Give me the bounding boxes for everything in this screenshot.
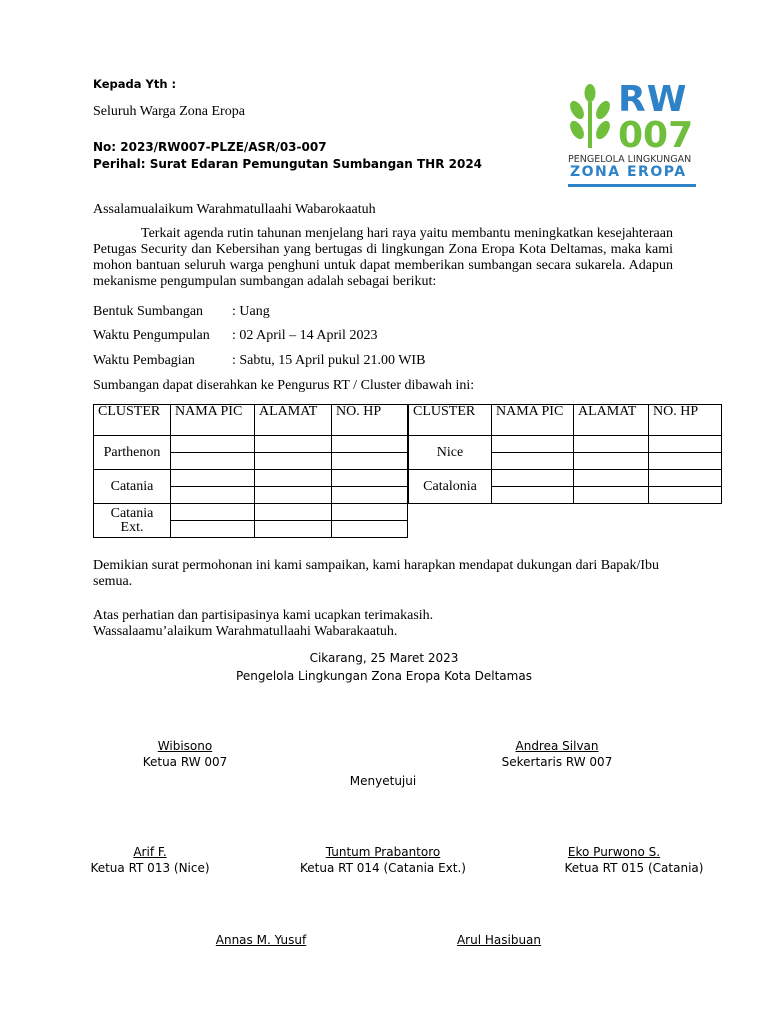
cluster-table-right [408, 404, 722, 504]
table-cell [171, 504, 255, 521]
table-header: ALAMAT [574, 405, 649, 436]
table-header-row [94, 405, 408, 436]
signer-role: Sekertaris RW 007 [501, 755, 613, 769]
table-header: NO. HP [332, 405, 408, 436]
table-cell [574, 436, 649, 453]
table-cell [492, 436, 574, 453]
table-cell [171, 470, 255, 487]
cluster-name: Parthenon [94, 436, 171, 470]
logo-rw: RW [618, 79, 688, 120]
organization: Pengelola Lingkungan Zona Eropa Kota Deltamas [236, 669, 532, 683]
table-cell [332, 487, 408, 504]
table-header-row [409, 405, 722, 436]
rw007-logo [566, 79, 706, 194]
logo-zone: ZONA EROPA [570, 164, 687, 180]
table-cell [492, 470, 574, 487]
table-header: NO. HP [649, 405, 722, 436]
table-cell [171, 436, 255, 453]
table-cell [332, 453, 408, 470]
cluster-name: Catalonia [409, 470, 492, 504]
signer-block [95, 739, 275, 769]
signer-name: Eko Purwono S. [567, 845, 661, 859]
table-header: ALAMAT [255, 405, 332, 436]
signer-block [283, 845, 483, 875]
signer-role: Ketua RT 015 (Catania) [564, 861, 704, 875]
recipient: Seluruh Warga Zona Eropa [93, 104, 245, 119]
table-cell [649, 453, 722, 470]
signer-role: Ketua RT 014 (Catania Ext.) [300, 861, 466, 875]
cluster-name: Nice [409, 436, 492, 470]
closing-paragraph: Demikian surat permohonan ini kami sampaikan, kami harapkan mendapat dukungan dari Bapak/Ibu semua. [93, 558, 660, 589]
cluster-name: Catania [94, 470, 171, 504]
signer-name: Arif F. [133, 845, 167, 859]
table-header: CLUSTER [409, 405, 492, 436]
cluster-name: Catania Ext. [94, 504, 171, 538]
mechanism-label: Bentuk Sumbangan [93, 304, 204, 319]
table-cell [255, 504, 332, 521]
approval-label: Menyetujui [349, 774, 417, 788]
table-row [409, 470, 722, 487]
logo-subtitle: PENGELOLA LINGKUNGAN [568, 154, 692, 165]
table-cell [255, 521, 332, 538]
mechanism-label: Waktu Pengumpulan [93, 328, 210, 343]
table-cell [649, 470, 722, 487]
body-paragraph: Terkait agenda rutin tahunan menjelang hari raya yaitu membantu meningkatkan kesejahteraan Petugas Security dan Kebersihan yang bertugas di lingkungan Zona Eropa Kota Deltamas, maka kami mohon bantuan seluruh warga penghuni untuk dapat memberikan sumbangan secara sukarela. Adapun mekanisme pengumpulan sumbangan adalah sebagai berikut: [93, 226, 673, 289]
table-cell [171, 521, 255, 538]
logo-underline [568, 184, 696, 187]
table-cell [492, 453, 574, 470]
thanks-line: Atas perhatian dan partisipasinya kami ucapkan terimakasih. [93, 608, 434, 623]
table-cell [649, 436, 722, 453]
signer-name: Tuntum Prabantoro [325, 845, 441, 859]
signer-name: Annas M. Yusuf [215, 933, 307, 947]
thanks-block [93, 608, 433, 640]
table-cell [649, 487, 722, 504]
table-cell [574, 487, 649, 504]
table-header: NAMA PIC [492, 405, 574, 436]
place-date: Cikarang, 25 Maret 2023 [309, 651, 459, 665]
table-row [94, 504, 408, 521]
mechanism-row [93, 304, 493, 320]
kepada-label: Kepada Yth : [93, 77, 177, 91]
mechanism-row [93, 328, 493, 344]
cluster-table-left [93, 404, 408, 538]
table-cell [332, 470, 408, 487]
table-header: CLUSTER [94, 405, 171, 436]
signer-name: Arul Hasibuan [456, 933, 542, 947]
signer-block [524, 845, 704, 875]
signer-role: Ketua RW 007 [142, 755, 228, 769]
greeting: Assalamualaikum Warahmatullaahi Wabarokaatuh [93, 202, 376, 217]
table-cell [255, 470, 332, 487]
table-row [409, 436, 722, 453]
wheat-leaf-icon [566, 84, 614, 150]
table-cell [332, 504, 408, 521]
mechanism-value: : Uang [232, 304, 270, 319]
table-cell [574, 453, 649, 470]
letter-subject: Perihal: Surat Edaran Pemungutan Sumbangan THR 2024 [93, 157, 483, 171]
table-cell [255, 487, 332, 504]
table-cell [255, 436, 332, 453]
letter-number: No: 2023/RW007-PLZE/ASR/03-007 [93, 140, 327, 154]
table-cell [492, 487, 574, 504]
signer-name: Andrea Silvan [515, 739, 599, 753]
logo-007: 007 [618, 115, 694, 156]
signer-block [467, 739, 647, 769]
table-cell [171, 487, 255, 504]
mechanism-label: Waktu Pembagian [93, 353, 195, 368]
table-cell [171, 453, 255, 470]
table-header: NAMA PIC [171, 405, 255, 436]
table-row [94, 436, 408, 453]
table-cell [574, 470, 649, 487]
farewell-line: Wassalaamu’alaikum Warahmatullaahi Wabarakaatuh. [93, 624, 398, 639]
signer-role: Ketua RT 013 (Nice) [90, 861, 210, 875]
mechanism-value: : Sabtu, 15 April pukul 21.00 WIB [232, 353, 426, 368]
mechanism-row [93, 353, 493, 369]
table-cell [332, 521, 408, 538]
mechanism-value: : 02 April – 14 April 2023 [232, 328, 378, 343]
table-cell [255, 453, 332, 470]
signer-block [60, 845, 240, 875]
signer-name: Wibisono [157, 739, 213, 753]
table-intro: Sumbangan dapat diserahkan ke Pengurus RT / Cluster dibawah ini: [93, 378, 475, 393]
table-row [94, 470, 408, 487]
table-cell [332, 436, 408, 453]
